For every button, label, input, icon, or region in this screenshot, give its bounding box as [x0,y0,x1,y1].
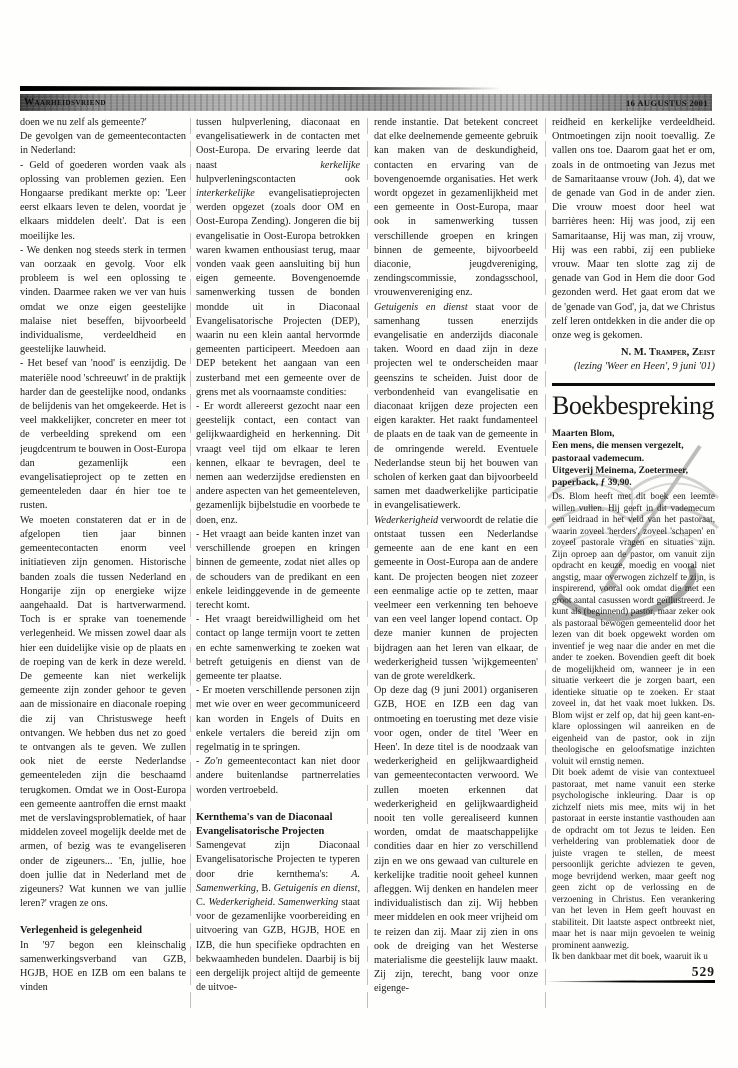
issue-date: 16 AUGUSTUS 2001 [626,97,708,108]
paragraph: rende instantie. Dat betekent concreet dat elke deelnemende gemeente gebruik kan maken van de deskundigheid, contacten en ervaring van de bovengenoemde organisaties. Het werk wordt opgezet in gezamenlijkheid met een gemeente in Oost-Europa, maar ook in samenwerking tussen verschillende groepen en kringen binnen de gemeente, bijvoorbeeld diaconie, jeugdvereniging, zendingscommissie, zondagsschool, vrouwenvereniging enz. [374,117,538,299]
top-rule [20,86,502,91]
page-header [20,94,712,111]
review-top-rule [552,383,715,386]
paragraph: - We denken nog steeds sterk in termen van oorzaak en gevolg. Voor elk probleem is wel een oplossing te vinden. Daarmee raken we ver van huis omdat we onze eigen geestelijke malaise niet beseffen, bijvoorbeeld individualisme, verdeeldheid en geestelijke lauwheid. [20,244,186,356]
review-section-title: Boekbespreking [552,391,714,421]
paragraph: Ds. Blom heeft met dit boek een leemte willen vullen. Hij geeft in dit vademecum een leidraad in het veld van het pastoraat, waarin zoveel 'herders', zoveel 'schapen' en zoveel pastorale vragen en situaties zijn. Zijn oproep aan de pastor, om vanuit zijn opdracht en keuze, moedig en vooral niet angstig, maar overwogen zichzelf te zijn, is inspirerend, vooral ook omdat die met een groot aantal casussen wordt geïllustreerd. Je kunt als (beginnend) pastor, maar zeker ook als pastoraal bewogen gemeentelid door het lezen van dit boek opgewekt worden om inventief je weg naar die ander en met die ander te zoeken. Bovendien geeft dit boek de mogelijkheid om, wanneer je in een situatie verkeert die je zorgen baart, een identieke situatie op te zoeken. Er staat zoveel in, dat het vaak moet lukken. Ds. Blom wijst er zelf op, dat hij geen kant-en-klare oplossingen wil aanreiken en de eigenheid van de pastor, ook in zijn theologische en geloofsmatige inzichten voluit wil ernstig nemen. [552,491,715,766]
paragraph: - Er wordt allereerst gezocht naar een geestelijk contact, een contact van gelijkwaardigheid en herkenning. Dit vraagt veel tijd om elkaar te leren kennen, elkaar te bevragen, deel te nemen aan wederzijdse erediensten en andere aspecten van het gemeenteleven, gezamenlijk bijbelstudie en voorbede te doen, enz. [196,401,360,526]
page-number-rule [545,980,715,983]
paragraph: De gevolgen van de gemeentecontacten in Nederland: [20,131,186,157]
text-column-1 [20,116,186,1012]
paragraph: - Het vraagt aan beide kanten inzet van verschillende groepen en kringen binnen de gemeente, zodat niet alles op de schouders van de predikant en een enkele leidinggevende in de gemeente terecht komt. [196,528,360,611]
paragraph: Wederkerigheid verwoordt de relatie die ontstaat tussen een Nederlandse gemeente aan de ene kant en een gemeente in Oost-Europa aan de andere kant. De projecten beogen niet zozeer een eenmalige actie op te zetten, maar veelmeer een verkenning ten behoeve van een veel langer lopend contact. Op deze manier kunnen de projecten bijdragen aan het leren van elkaar, de wederkerigheid tussen 'wijkgemeenten' van de grote wereldkerk. [374,514,538,682]
book-info-line: Uitgeverij Meinema, Zoetermeer, paperback, ƒ 39,90. [552,464,689,489]
page-footer [545,964,715,983]
paragraph: We moeten constateren dat er in de afgelopen tien jaar binnen gemeentecontacten enorm veel initiatieven zijn genomen. Historische banden zoals die tussen Nederland en Hongarije zijn op energieke wijze aangehaald. Dat is hartverwarmend. Toch is er sprake van toenemende verlegenheid. We missen zowel daar als hier een duidelijke visie op de plaats en de roeping van de kerk in deze wereld. De gemeente kan niet werkelijk gemeente zijn zonder gehoor te geven aan de missionaire en diaconale roeping die zij van Christuswege heeft ontvangen. We hebben dus net zo goed te ontvangen als te geven. We zullen ook niet de eerste Nederlandse gemeenteleden zijn die beschaamd terugkomen. Omdat we in Oost-Europa een gemeente aantroffen die ernst maakt met de verslavingsproblematiek, of haar middelen zoveel mogelijk deelde met de armen, of bezig was te evangeliseren onder de zigeuners... 'En, jullie, hoe doen jullie dat in Nederland met de zigeuners? Wat kunnen we van jullie leren?' vragen ze ons. [20,514,186,910]
byline-lecture: (lezing 'Weer en Heen', 9 juni '01) [573,361,715,373]
paragraph: Op deze dag (9 juni 2001) organiseren GZB, HOE en IZB een dag van ontmoeting en toerusting met deze visie voor ogen, onder de titel 'Weer en Heen'. In deze titel is de noodzaak van wederkerigheid en gelijkwaardigheid van gemeentecontacten verwoord. We zullen moeten erkennen dat wederkerigheid en gelijkwaardigheid nooit ten volle gerealiseerd kunnen worden, omdat de maatschappelijke condities daar en hier zo verschillend zijn en we ons gewaad van culturele en kerkelijke traditie nooit geheel kunnen afleggen. Wij denken en handelen meer individualistisch dan zij. Wij hebben meer middelen en ook meer vrijheid om te reizen dan zij. Maar zij zien in ons ook de dreiging van het Westerse materialisme die geestelijk lauw maakt. Zij zijn, terecht, bang voor onze eigenge- [374,685,538,995]
paragraph: - Het besef van 'nood' is eenzijdig. De materiële nood 'schreeuwt' in de praktijk harder dan de geestelijke nood, ondanks de belijdenis van het omgekeerde. Het is veel makkelijker, concreter en meer tot de verbeelding sprekend om een jeugdcentrum te bouwen in Oost-Europa dan gezamenlijk een evangelisatieproject op te zetten en gemeenteleden daar én hier toe te rusten. [20,358,186,512]
text-column-4 [552,116,715,1016]
paragraph: Dit boek ademt de visie van contextueel pastoraat, met name vanuit een sterke psychologische inkleuring. Daar is op zichzelf niets mis mee, mits wij in het pastoraat in eerste instantie vasthouden aan de opdracht om tot Jezus te leiden. Een verheldering van problematiek door de juiste vragen te stellen, de meest persoonlijk gerichte adviezen te geven, moge bevrijdend werken, maar geeft nog geen zicht op de verlossing en de verzoening in Christus. Een verankering van het leven in Hem geeft houvast en stabiliteit. Dit laatste aspect ontbreekt niet, maar het is naar mijn gevoelen te weinig prominent aanwezig. [552,767,715,950]
column-divider [190,118,191,1010]
text-column-3 [374,116,538,1012]
article-continuation [552,116,715,343]
paragraph: - Het vraagt bereidwilligheid om het contact op lange termijn voort te zetten en echte samenwerking te zoeken wat betreft getuigenis en dienst van de gemeente ter plaatse. [196,614,360,682]
section-heading: Verlegenheid is gelegenheid [20,925,142,937]
section-heading: Kernthema's van de Diaconaal Evangelisatorische Projecten [196,811,333,837]
column-divider [367,118,368,1010]
byline-author: N. M. Tramper, Zeist [620,347,715,359]
paragraph: - Geld of goederen worden vaak als oplossing van problemen gezien. Een Hongaarse predikant merkte op: 'Leer eerst elkaars leven te delen, voordat je elkaars middelen deelt'. Dat is een moeilijke les. [20,159,186,242]
paragraph: tussen hulpverlening, diaconaat en evangelisatiewerk in de contacten met Oost-Europa. De ervaring leerde dat naast kerkelijke hulpverleningscontacten ook interkerkelijke evangelisatieprojecten werden opgezet (zoals door OM en Oost-Europa Zending). Jongeren die bij evangelisatie in Oost-Europa betrokken waren kwamen enthousiast terug, maar vonden vaak geen aansluiting bij hun eigen gemeente. Bovengenoemde samenwerking tussen de bonden mondde uit in Diaconaal Evangelisatorische Projecten (DEP), waarin nu een klein aantal hervormde gemeenten participeert. Meedoen aan DEP betekent het aangaan van een zusterband met een gemeente over de grens met als voornaamste condities: [196,117,360,398]
book-info-line: Een mens, die mensen vergezelt, pastoraal vademecum. [552,440,684,464]
book-info-line: Maarten Blom, [552,428,615,440]
page-number: 529 [691,964,715,979]
paragraph: reidheid en kerkelijke verdeeldheid. Ontmoetingen zijn nooit toevallig. Ze vallen ons toe. Daarom gaat het er om, zoals in de ontmoeting van Jezus met de Samaritaanse vrouw (Joh. 4), dat we de genade van God in de ander zien. Die vrouw moest door heel wat barrières heen: Hij was jood, zij een Samaritaanse, Hij was man, zij vrouw, Hij was een rabbi, zij een publieke vrouw. Maar ten slotte zag zij de genade van God in Hem die door God gezonden werd. Het gaat erom dat we de 'genade van God', ja, dat we Christus zelf leren ontdekken in die ander die op onze weg is gekomen. [552,117,715,342]
paragraph: Samengevat zijn Diaconaal Evangelisatorische Projecten te typeren door drie kernthema's: A. Samenwerking, B. Getuigenis en dienst, C. Wederkerigheid. Samenwerking staat voor de gezamenlijke voorbereiding en uitvoering van GZB, HGJB, HOE en IZB, die hun specifieke opdrachten en bekwaamheden bundelen. Daarbij is bij een dergelijk project altijd de gemeente de uitvoe- [196,840,360,994]
paragraph: - Er moeten verschillende personen zijn met wie over en weer gecommuniceerd kan worden in Engels of Duits en enkele vertalers die bereid zijn om regelmatig in te springen. [196,685,360,753]
book-info [552,428,715,489]
masthead: Waarheidsvriend [24,97,107,108]
paragraph: Getuigenis en dienst staat voor de samenhang tussen enerzijds evangelisatie en anderzijds diaconale taken. Woord en daad zijn in deze projecten wel te onderscheiden maar geenszins te scheiden. Juist door de verbondenheid van evangelisatie en diaconaat krijgen deze projecten een eigen karakter. Het raakt fundamenteel de plaats en de taak van de gemeente in de omringende wereld. Eventuele Nederlandse steun bij het bouwen van scholen of kerken gaat dan bijvoorbeeld samen met daadwerkelijke participatie in evangelisatiewerk. [374,301,538,512]
paragraph: Ik ben dankbaar met dit boek, waaruit ik u [552,951,708,962]
paragraph: doen we nu zelf als gemeente?' [20,117,147,128]
paragraph: In '97 begon een kleinschalig samenwerkingsverband van GZB, HGJB, HOE en IZB om een balans te vinden [20,939,186,994]
review-body [552,491,715,963]
text-column-2 [196,116,360,1012]
paragraph: - Zo'n gemeentecontact kan niet door andere buitenlandse partnerrelaties worden vertroebeld. [196,756,360,796]
